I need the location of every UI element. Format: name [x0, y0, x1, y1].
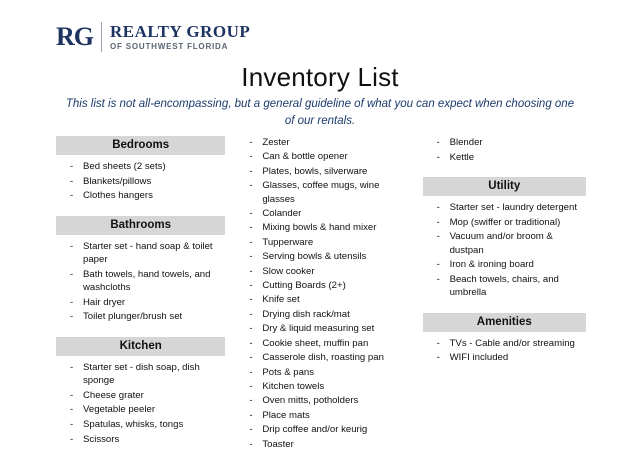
list-utility: [423, 201, 586, 300]
list-item: - Can & bottle opener: [249, 150, 414, 163]
list-item: - Cutting Boards (2+): [249, 279, 414, 292]
list-item: - Spatulas, whisks, tongs: [70, 418, 225, 431]
list-item: - Hair dryer: [70, 296, 225, 309]
list-item: - Clothes hangers: [70, 189, 225, 202]
list-item: - Blender: [437, 136, 586, 149]
list-item: - Pots & pans: [249, 366, 414, 379]
list-item: - Place mats: [249, 409, 414, 422]
section-header-kitchen: Kitchen: [56, 337, 225, 356]
list-item: - WIFI included: [437, 351, 586, 364]
list-item: - Casserole dish, roasting pan: [249, 351, 414, 364]
list-kitchen-part-three: [423, 136, 586, 164]
column-one: [56, 136, 225, 448]
content-columns: [56, 136, 586, 452]
section-header-utility: Utility: [423, 177, 586, 196]
list-item: - Vegetable peeler: [70, 403, 225, 416]
logo-text: [110, 23, 250, 51]
list-item: - Colander: [249, 207, 414, 220]
list-item: - Cheese grater: [70, 389, 225, 402]
list-item: - Scissors: [70, 433, 225, 446]
list-item: - Dry & liquid measuring set: [249, 322, 414, 335]
list-item: - TVs - Cable and/or streaming: [437, 337, 586, 350]
list-item: - Toilet plunger/brush set: [70, 310, 225, 323]
list-item: - Glasses, coffee mugs, wine glasses: [249, 179, 414, 205]
list-item: - Iron & ironing board: [437, 258, 586, 271]
list-item: - Starter set - dish soap, dish sponge: [70, 361, 225, 387]
list-item: - Kitchen towels: [249, 380, 414, 393]
list-item: - Starter set - hand soap & toilet paper: [70, 240, 225, 266]
logo-divider: [101, 22, 102, 52]
list-item: - Blankets/pillows: [70, 175, 225, 188]
list-item: - Toaster: [249, 438, 414, 451]
column-three: [415, 136, 586, 366]
list-item: - Mop (swiffer or traditional): [437, 216, 586, 229]
list-bedrooms: [56, 160, 225, 203]
logo-company-tagline: OF SOUTHWEST FLORIDA: [110, 41, 229, 51]
list-kitchen-part-two: [239, 136, 414, 451]
list-item: - Beach towels, chairs, and umbrella: [437, 273, 586, 299]
list-item: - Starter set - laundry detergent: [437, 201, 586, 214]
logo-company-name: REALTY GROUP: [110, 21, 251, 41]
list-item: - Plates, bowls, silverware: [249, 165, 414, 178]
list-item: - Serving bowls & utensils: [249, 250, 414, 263]
list-item: - Oven mitts, potholders: [249, 394, 414, 407]
list-item: - Drying dish rack/mat: [249, 308, 414, 321]
section-header-bathrooms: Bathrooms: [56, 216, 225, 235]
section-header-amenities: Amenities: [423, 313, 586, 332]
page-subtitle: This list is not all-encompassing, but a general guideline of what you can expect when choosing one of our rentals.: [65, 98, 575, 127]
list-item: - Bed sheets (2 sets): [70, 160, 225, 173]
company-logo: [56, 22, 250, 52]
list-item: - Slow cooker: [249, 265, 414, 278]
list-item: - Zester: [249, 136, 414, 149]
list-item: - Kettle: [437, 151, 586, 164]
list-item: - Cookie sheet, muffin pan: [249, 337, 414, 350]
list-item: - Bath towels, hand towels, and washcloths: [70, 268, 225, 294]
column-two: [225, 136, 414, 452]
list-bathrooms: [56, 240, 225, 324]
list-amenities: [423, 337, 586, 365]
list-item: - Vacuum and/or broom & dustpan: [437, 230, 586, 256]
logo-monogram: RG: [56, 22, 93, 51]
page-title: Inventory List: [241, 62, 399, 92]
section-header-bedrooms: Bedrooms: [56, 136, 225, 155]
list-item: - Knife set: [249, 293, 414, 306]
list-item: - Tupperware: [249, 236, 414, 249]
list-item: - Drip coffee and/or keurig: [249, 423, 414, 436]
list-kitchen-part-one: [56, 361, 225, 446]
list-item: - Mixing bowls & hand mixer: [249, 221, 414, 234]
